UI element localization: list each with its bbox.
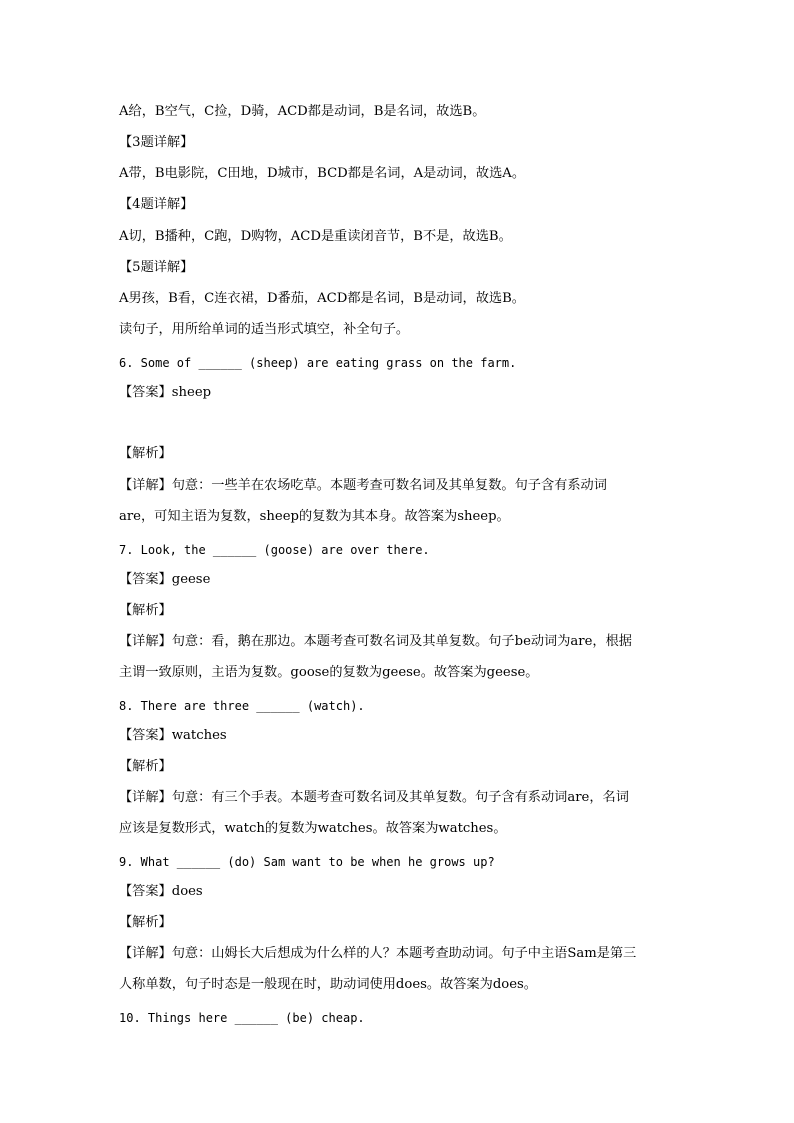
q7-detail-line-2: 主谓一致原则，主语为复数。goose的复数为geese。故答案为geese。 <box>119 665 539 680</box>
question-6: 6. Some of ______ (sheep) are eating grass on the farm. <box>119 356 517 370</box>
q8-answer: 【答案】watches <box>119 728 227 743</box>
q8-detail-line-1: 【详解】句意：有三个手表。本题考查可数名词及其单复数。句子含有系动词are，名词 <box>119 790 629 805</box>
q3-detail-heading: 【3题详解】 <box>119 135 194 150</box>
question-7: 7. Look, the ______ (goose) are over there. <box>119 543 430 557</box>
question-8: 8. There are three ______ (watch). <box>119 699 365 713</box>
q7-answer: 【答案】geese <box>119 572 211 587</box>
q6-detail-line-1: 【详解】句意：一些羊在农场吃草。本题考查可数名词及其单复数。句子含有系动词 <box>119 478 607 493</box>
q6-analysis-heading: 【解析】 <box>119 446 172 461</box>
q4-detail-heading: 【4题详解】 <box>119 197 194 212</box>
q7-analysis-heading: 【解析】 <box>119 603 172 618</box>
q4-explanation-line: A切，B播种，C跑，D购物，ACD是重读闭音节，B不是，故选B。 <box>119 229 512 244</box>
question-9: 9. What ______ (do) Sam want to be when he grows up? <box>119 855 495 869</box>
q7-detail-line-1: 【详解】句意：看，鹅在那边。本题考查可数名词及其单复数。句子be动词为are，根据 <box>119 634 632 649</box>
q5-explanation-line: A男孩，B看，C连衣裙，D番茄，ACD都是名词，B是动词，故选B。 <box>119 291 525 306</box>
q9-answer: 【答案】does <box>119 884 203 899</box>
q8-analysis-heading: 【解析】 <box>119 759 172 774</box>
q9-detail-line-1: 【详解】句意：山姆长大后想成为什么样的人？本题考查助动词。句子中主语Sam是第三 <box>119 946 637 961</box>
section-instruction: 读句子，用所给单词的适当形式填空，补全句子。 <box>119 322 410 337</box>
q6-detail-line-2: are，可知主语为复数，sheep的复数为其本身。故答案为sheep。 <box>119 509 510 524</box>
q9-analysis-heading: 【解析】 <box>119 915 172 930</box>
q6-answer: 【答案】sheep <box>119 385 212 400</box>
q2-explanation-line: A给，B空气，C捡，D骑，ACD都是动词，B是名词，故选B。 <box>119 104 486 119</box>
q9-detail-line-2: 人称单数，句子时态是一般现在时，助动词使用does。故答案为does。 <box>119 977 537 992</box>
question-10: 10. Things here ______ (be) cheap. <box>119 1011 365 1025</box>
q3-explanation-line: A带，B电影院，C田地，D城市，BCD都是名词，A是动词，故选A。 <box>119 166 526 181</box>
q8-detail-line-2: 应该是复数形式，watch的复数为watches。故答案为watches。 <box>119 821 507 836</box>
q5-detail-heading: 【5题详解】 <box>119 260 194 275</box>
